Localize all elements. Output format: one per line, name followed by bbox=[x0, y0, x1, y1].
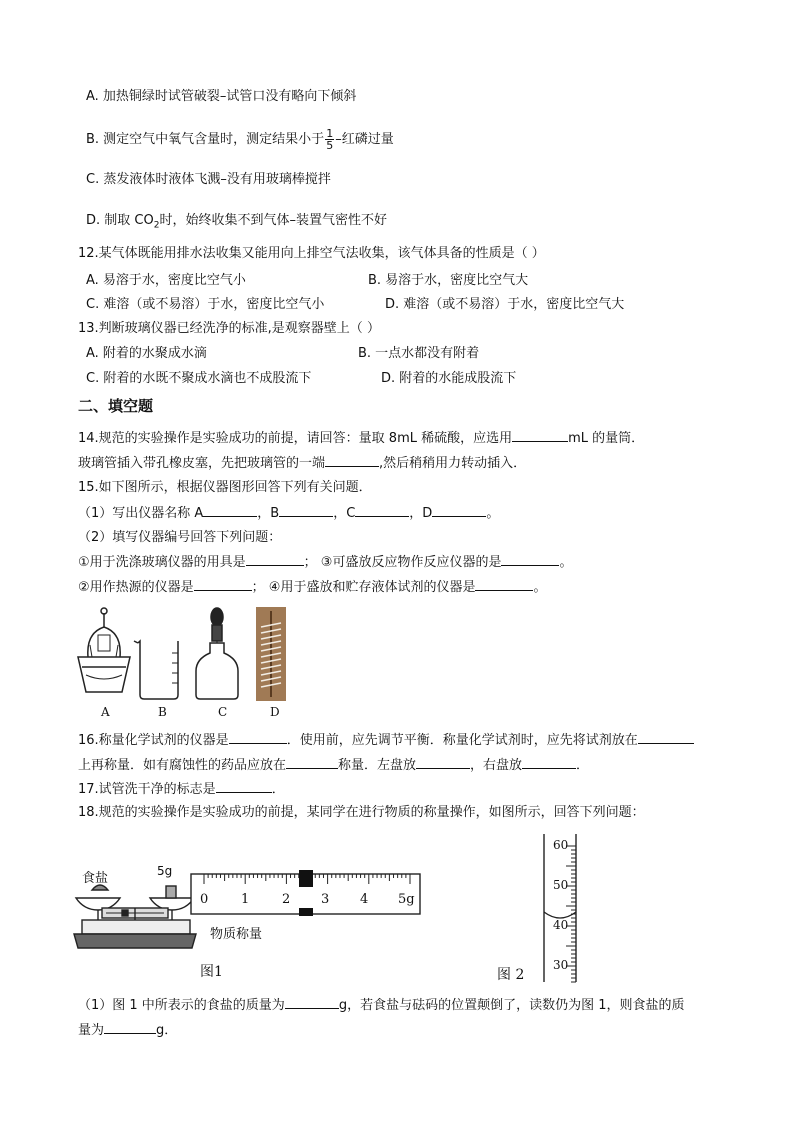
q15-stem: 15.如下图所示，根据仪器图形回答下列有关问题． bbox=[78, 480, 372, 495]
apparatus-figure bbox=[72, 605, 302, 720]
q15-blank-a[interactable] bbox=[203, 504, 257, 517]
rider-marker-top[interactable] bbox=[299, 870, 313, 887]
fraction-denominator: 5 bbox=[326, 139, 334, 152]
scale-tick-5g: 5g bbox=[398, 892, 415, 907]
q16-blank-2[interactable] bbox=[638, 731, 694, 744]
rider-scale-figure bbox=[190, 868, 422, 916]
scale-tick-0: 0 bbox=[200, 892, 209, 907]
q14-text-b: mL 的量筒． bbox=[568, 431, 645, 446]
q18-text-a: （1）图 1 中所表示的食盐的质量为 bbox=[78, 998, 285, 1013]
q17-blank[interactable] bbox=[216, 780, 272, 793]
q13-option-b: B. 一点水都没有附着 bbox=[358, 346, 480, 361]
scale-tick-1: 1 bbox=[241, 892, 250, 907]
q11-option-d-tail: 时，始终收集不到气体–装置气密性不好 bbox=[159, 213, 387, 228]
fig1-caption: 图1 bbox=[200, 964, 223, 980]
apparatus-label-c: C bbox=[218, 705, 228, 719]
q15-row1-b: ； ③可盛放反应物作反应仪器的是 bbox=[303, 555, 502, 570]
q15-row1-c: 。 bbox=[559, 555, 573, 570]
q15-part1-d: ，D bbox=[409, 506, 433, 521]
q11-option-d-text: D. 制取 CO bbox=[86, 213, 154, 228]
q16-text-d: 称量．左盘放 bbox=[338, 758, 417, 773]
q16-blank-3[interactable] bbox=[286, 756, 338, 769]
q18-text-b: g，若食盐与砝码的位置颠倒了，读数仍为图 1，则食盐的质 bbox=[338, 998, 685, 1013]
section-heading-fill-in: 二、填空题 bbox=[78, 397, 154, 415]
scale-tick-3: 3 bbox=[321, 892, 330, 907]
q17-end: ． bbox=[271, 782, 285, 797]
q15-blank-c[interactable] bbox=[355, 504, 409, 517]
q16-blank-1[interactable] bbox=[229, 731, 287, 744]
q14-text-c: 玻璃管插入带孔橡皮塞，先把玻璃管的一端 bbox=[78, 456, 326, 471]
q16-text-e: ，右盘放 bbox=[470, 758, 523, 773]
q15-part1-b: ，B bbox=[257, 506, 280, 521]
q16-text-a: 16.称量化学试剂的仪器是 bbox=[78, 733, 229, 748]
q17-line bbox=[78, 780, 285, 799]
q15-row2-a: ②用作热源的仪器是 bbox=[78, 580, 194, 595]
apparatus-c-dropper-bottle-icon bbox=[196, 608, 238, 699]
q18-stem: 18.规范的实验操作是实验成功的前提，某同学在进行物质的称量操作，如图所示，回答下列问题： bbox=[78, 805, 645, 820]
q15-part1-c: ，C bbox=[333, 506, 356, 521]
subscript-2: 2 bbox=[153, 220, 160, 231]
q18-part1-line1 bbox=[78, 996, 684, 1015]
q15-blank-3[interactable] bbox=[501, 553, 559, 566]
scale-tick-4: 4 bbox=[360, 892, 369, 907]
q12-option-c: C. 难溶（或不易溶）于水，密度比空气小 bbox=[86, 297, 325, 312]
q16-text-f: ． bbox=[576, 758, 590, 773]
q15-blank-2[interactable] bbox=[194, 578, 252, 591]
q18-blank-1[interactable] bbox=[285, 996, 339, 1009]
apparatus-label-b: B bbox=[158, 705, 167, 719]
fig1-mass-caption: 物质称量 bbox=[210, 927, 263, 942]
q15-row1-a: ①用于洗涤玻璃仪器的用具是 bbox=[78, 555, 246, 570]
fraction-one-fifth bbox=[325, 128, 334, 151]
scale-tick-2: 2 bbox=[282, 892, 291, 907]
q12-option-b: B. 易溶于水，密度比空气大 bbox=[368, 273, 529, 288]
fraction-numerator: 1 bbox=[326, 127, 334, 140]
q15-blank-d[interactable] bbox=[432, 504, 486, 517]
q11-option-c: C. 蒸发液体时液体飞溅–没有用玻璃棒搅拌 bbox=[86, 172, 331, 187]
q13-stem: 13.判断玻璃仪器已经洗净的标准,是观察器壁上（ ） bbox=[78, 321, 380, 336]
q12-option-a: A. 易溶于水，密度比空气小 bbox=[86, 273, 246, 288]
q11-option-b bbox=[86, 128, 394, 151]
q16-line1 bbox=[78, 731, 694, 750]
q15-part1 bbox=[78, 504, 499, 523]
cyl-tick-40: 40 bbox=[553, 918, 569, 932]
q16-blank-5[interactable] bbox=[522, 756, 576, 769]
q16-text-c: 上再称量．如有腐蚀性的药品应放在 bbox=[78, 758, 287, 773]
balance-icon bbox=[74, 885, 196, 948]
q16-blank-4[interactable] bbox=[416, 756, 470, 769]
rider-marker-bottom[interactable] bbox=[299, 908, 313, 916]
q11-option-a: A. 加热铜绿时试管破裂–试管口没有略向下倾斜 bbox=[86, 89, 357, 104]
q11-option-d bbox=[86, 212, 387, 235]
q14-line1 bbox=[78, 429, 644, 448]
q18-part1-line2 bbox=[78, 1021, 177, 1040]
q15-part1-end: 。 bbox=[486, 506, 500, 521]
apparatus-label-d: D bbox=[270, 705, 280, 719]
apparatus-a-icon bbox=[78, 608, 130, 692]
q18-text-c: 量为 bbox=[78, 1023, 105, 1038]
q14-line2 bbox=[78, 454, 526, 473]
q15-blank-b[interactable] bbox=[279, 504, 333, 517]
q14-blank-1[interactable] bbox=[512, 429, 568, 442]
q14-text-a: 14.规范的实验操作是实验成功的前提，请回答：量取 8mL 稀硫酸，应选用 bbox=[78, 431, 513, 446]
q15-blank-1[interactable] bbox=[246, 553, 304, 566]
fig2-caption: 图 2 bbox=[497, 967, 525, 983]
apparatus-label-a: A bbox=[101, 705, 110, 719]
q13-option-c: C. 附着的水既不聚成水滴也不成股流下 bbox=[86, 371, 312, 386]
q15-row2-c: 。 bbox=[533, 580, 547, 595]
q11-option-b-text: B. 测定空气中氧气含量时，测定结果小于 bbox=[86, 132, 325, 147]
q15-row1 bbox=[78, 553, 572, 572]
fig1-weight-label: 5g bbox=[157, 864, 173, 878]
cyl-tick-60: 60 bbox=[553, 838, 569, 852]
q13-option-a: A. 附着的水聚成水滴 bbox=[86, 346, 207, 361]
apparatus-d-test-tube-brush-icon bbox=[256, 607, 286, 701]
q11-option-b-tail: –红磷过量 bbox=[335, 132, 394, 147]
cyl-tick-50: 50 bbox=[553, 878, 569, 892]
q12-stem: 12.某气体既能用排水法收集又能用向上排空气法收集，该气体具备的性质是（ ） bbox=[78, 246, 545, 261]
apparatus-b-beaker-icon bbox=[134, 641, 178, 699]
q15-part2: （2）填写仪器编号回答下列问题： bbox=[78, 530, 282, 545]
q14-text-d: ,然后稍稍用力转动插入． bbox=[379, 456, 527, 471]
q15-part1-text: （1）写出仪器名称 A bbox=[78, 506, 204, 521]
q15-row2 bbox=[78, 578, 546, 597]
q16-line2 bbox=[78, 756, 589, 775]
q15-blank-4[interactable] bbox=[475, 578, 533, 591]
q14-blank-2[interactable] bbox=[325, 454, 379, 467]
q15-row2-b: ； ④用于盛放和贮存液体试剂的仪器是 bbox=[251, 580, 476, 595]
q18-text-d: g． bbox=[156, 1023, 178, 1038]
q13-option-d: D. 附着的水能成股流下 bbox=[381, 371, 517, 386]
q16-text-b: ．使用前，应先调节平衡．称量化学试剂时，应先将试剂放在 bbox=[286, 733, 638, 748]
cyl-tick-30: 30 bbox=[553, 958, 569, 972]
q18-blank-2[interactable] bbox=[104, 1021, 156, 1034]
fig1-salt-label: 食盐 bbox=[82, 871, 109, 886]
q17-text: 17.试管洗干净的标志是 bbox=[78, 782, 216, 797]
q12-option-d: D. 难溶（或不易溶）于水，密度比空气大 bbox=[385, 297, 625, 312]
